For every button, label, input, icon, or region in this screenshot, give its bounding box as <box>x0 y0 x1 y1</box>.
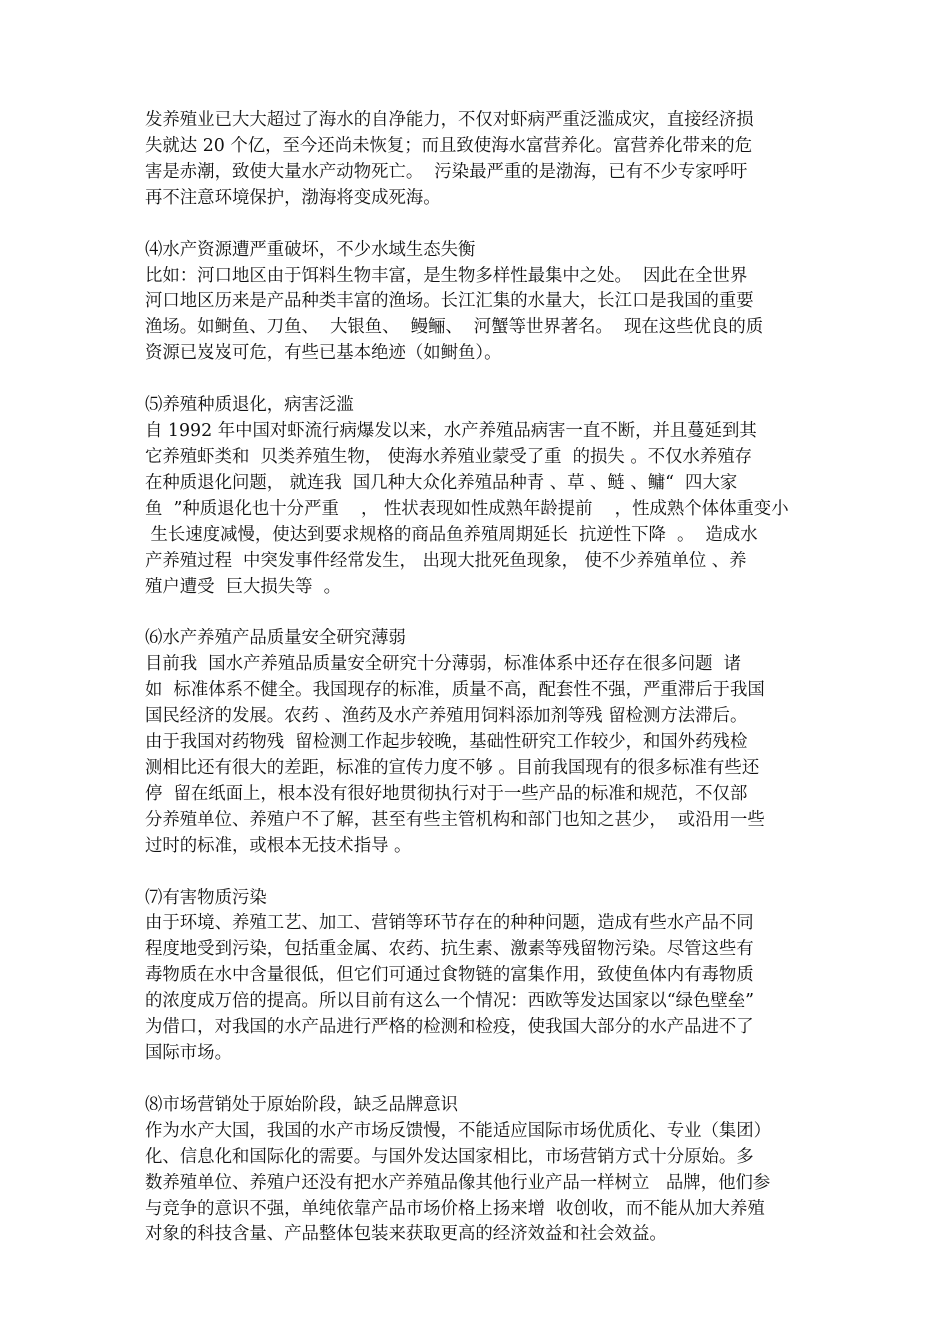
paragraph-line: 化、信息化和国际化的需要。与国外发达国家相比，市场营销方式十分原始。多 <box>145 1146 754 1167</box>
paragraph-line: 毒物质在水中含量很低，但它们可通过食物链的富集作用，致使鱼体内有毒物质 <box>145 965 754 986</box>
paragraph-line: 再不注意环境保护，渤海将变成死海。 <box>145 187 441 208</box>
paragraph-line: 的浓度成万倍的提高。所以目前有这么一个情况：西欧等发达国家以“绿色壁垒” <box>145 991 755 1012</box>
paragraph-line: 资源已岌岌可危，有些已基本绝迹（如鲥鱼）。 <box>145 343 502 364</box>
paragraph-line: 由于我国对药物残 留检测工作起步较晚，基础性研究工作较少，和国外药残检 <box>145 732 748 753</box>
paragraph-line: 与竞争的意识不强，单纯依靠产品市场价格上扬来增 收创收，而不能从加大养殖 <box>145 1198 765 1219</box>
paragraph-line: 失就达 20 个亿，至今还尚未恢复；而且致使海水富营养化。富营养化带来的危 <box>145 135 753 156</box>
section-8 <box>145 1093 815 1248</box>
section-6 <box>145 626 815 859</box>
paragraph-line: 殖户遭受 巨大损失等 。 <box>145 576 342 597</box>
paragraph-line: 国民经济的发展。农药 、渔药及水产养殖用饲料添加剂等残 留检测方法滞后。 <box>145 706 748 727</box>
paragraph-line: 由于环境、养殖工艺、加工、营销等环节存在的种种问题，造成有些水产品不同 <box>145 913 754 934</box>
paragraph-line: 数养殖单位、养殖户还没有把水产养殖品像其他行业产品一样树立 品牌，他们参 <box>145 1172 771 1193</box>
section-heading: ⑷水产资源遭严重破坏，不少水域生态失衡 <box>145 239 476 260</box>
paragraph-line: 比如：河口地区由于饵料生物丰富，是生物多样性最集中之处。 因此在全世界 <box>145 265 748 286</box>
paragraph-line: 自 1992 年中国对虾流行病爆发以来，水产养殖品病害一直不断，并且蔓延到其 <box>145 421 757 442</box>
paragraph-line: 如 标准体系不健全。我国现存的标准，质量不高，配套性不强，严重滞后于我国 <box>145 680 765 701</box>
section-heading: ⑺有害物质污染 <box>145 887 267 908</box>
paragraph-line: 渔场。如鲥鱼、刀鱼、 大银鱼、 鳗鲡、 河蟹等世界著名。 现在这些优良的质 <box>145 317 764 338</box>
paragraph-line: 停 留在纸面上，根本没有很好地贯彻执行对于一些产品的标准和规范，不仅部 <box>145 783 748 804</box>
section-7 <box>145 886 815 1067</box>
section-heading: ⑻市场营销处于原始阶段，缺乏品牌意识 <box>145 1094 459 1115</box>
section-heading: ⑹水产养殖产品质量安全研究薄弱 <box>145 628 406 649</box>
paragraph-line: 过时的标准，或根本无技术指导 。 <box>145 835 412 856</box>
document-page <box>145 108 815 1274</box>
paragraph-line: 目前我 国水产养殖品质量安全研究十分薄弱，标准体系中还存在很多问题 诸 <box>145 654 742 675</box>
paragraph-line: 生长速度减慢，使达到要求规格的商品鱼养殖周期延长 抗逆性下降 。 造成水 <box>145 524 758 545</box>
paragraph-line: 测相比还有很大的差距，标准的宣传力度不够 。目前我国现有的很多标准有些还 <box>145 757 760 778</box>
paragraph-line: 河口地区历来是产品种类丰富的渔场。长江汇集的水量大，长江口是我国的重要 <box>145 291 754 312</box>
paragraph-line: 国际市场。 <box>145 1043 232 1063</box>
paragraph-line: 发养殖业已大大超过了海水的自净能力，不仅对虾病严重泛滥成灾，直接经济损 <box>145 110 754 130</box>
paragraph-line: 程度地受到污染，包括重金属、农药、抗生素、激素等残留物污染。尽管这些有 <box>145 939 754 960</box>
section-intro <box>145 108 815 212</box>
section-heading: ⑸养殖种质退化，病害泛滥 <box>145 395 354 416</box>
paragraph-line: 分养殖单位、养殖户不了解，甚至有些主管机构和部门也知之甚少， 或沿用一些 <box>145 809 765 830</box>
paragraph-line: 为借口，对我国的水产品进行严格的检测和检疫，使我国大部分的水产品进不了 <box>145 1017 754 1038</box>
paragraph-line: 鱼 ”种质退化也十分严重 ， 性状表现如性成熟年龄提前 ，性成熟个体体重变小 <box>145 498 789 519</box>
section-4 <box>145 238 815 368</box>
paragraph-line: 产养殖过程 中突发事件经常发生， 出现大批死鱼现象， 使不少养殖单位 、养 <box>145 550 747 571</box>
section-5 <box>145 393 815 600</box>
paragraph-line: 它养殖虾类和 贝类养殖生物， 使海水养殖业蒙受了重 的损失 。不仅水养殖存 <box>145 446 753 467</box>
paragraph-line: 对象的科技含量、产品整体包装来获取更高的经济效益和社会效益。 <box>145 1224 667 1245</box>
paragraph-line: 在种质退化问题， 就连我 国几种大众化养殖品种青 、草 、鲢 、鳙“ 四大家 <box>145 472 738 493</box>
paragraph-line: 害是赤潮，致使大量水产动物死亡。 污染最严重的是渤海，已有不少专家呼吁 <box>145 161 748 182</box>
paragraph-line: 作为水产大国，我国的水产市场反馈慢，不能适应国际市场优质化、专业（集团） <box>145 1120 772 1141</box>
